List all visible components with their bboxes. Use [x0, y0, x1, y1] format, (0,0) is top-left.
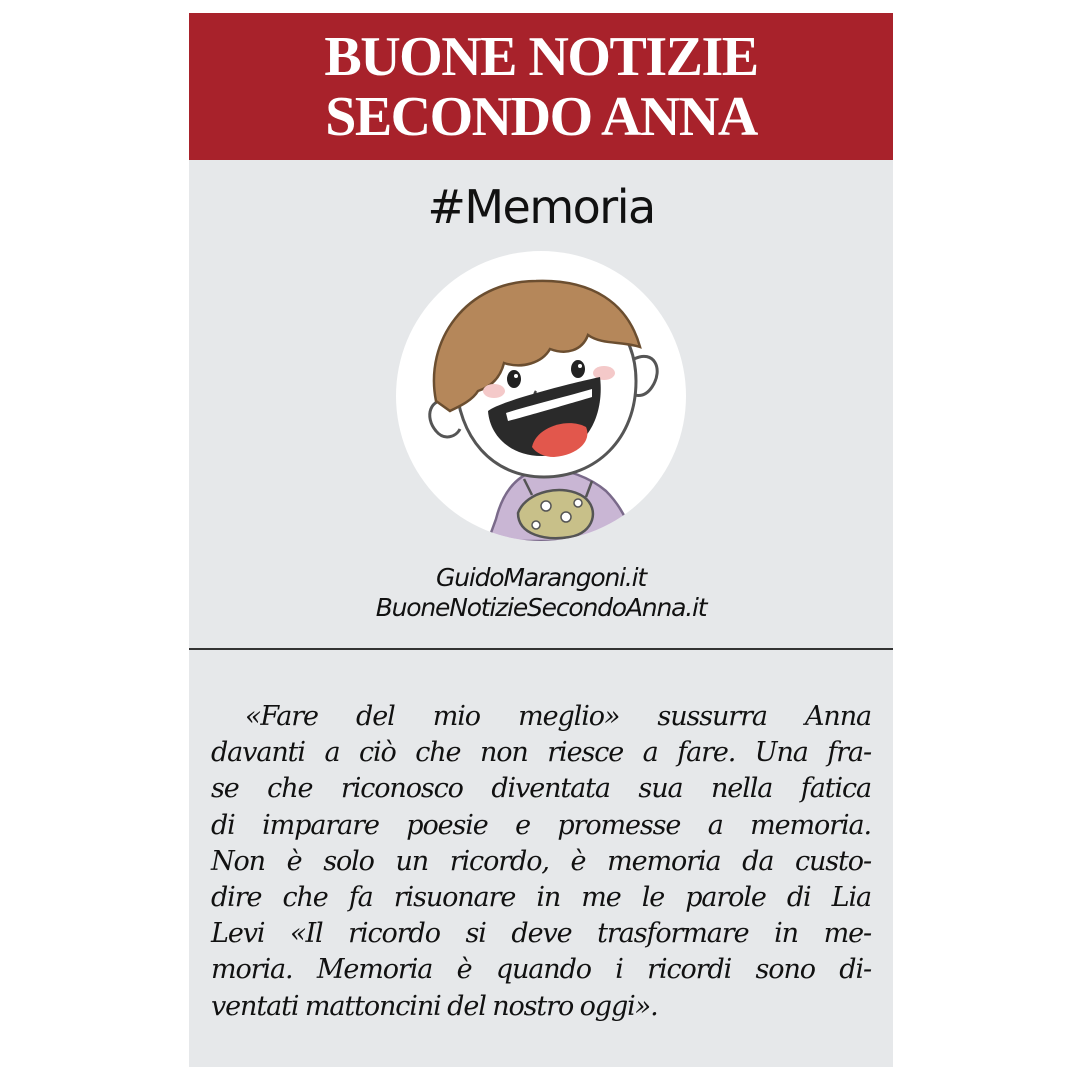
smiling-child-icon: [396, 251, 686, 541]
topic-hashtag: #Memoria: [427, 180, 655, 234]
article-line: ventati mattoncini del nostro oggi».: [211, 990, 658, 1022]
news-card: [189, 13, 893, 1067]
article-line: di imparare poesie e promesse a memoria.: [211, 809, 871, 841]
column-banner: [189, 13, 893, 160]
credit-site-1: GuidoMarangoni.it: [436, 563, 646, 592]
article-line: Non è solo un ricordo, è memoria da custo-: [211, 845, 871, 877]
credits-block: [189, 563, 893, 623]
article-line: «Fare del mio meglio» sussurra Anna: [245, 701, 871, 732]
article-line: davanti a ciò che non riesce a fare. Una fra-: [211, 737, 871, 769]
article-line: se che riconosco diventata sua nella fatica: [211, 773, 871, 805]
banner-title-line-1: BUONE NOTIZIE: [324, 25, 758, 88]
article-body: [211, 699, 871, 1025]
banner-title-line-2: SECONDO ANNA: [325, 85, 757, 148]
article-line: Levi «Il ricordo si deve trasformare in me-: [211, 918, 871, 950]
section-divider: [189, 648, 893, 650]
article-line: moria. Memoria è quando i ricordi sono di-: [211, 954, 871, 986]
article-line: dire che fa risuonare in me le parole di Lia: [211, 882, 871, 914]
credit-site-2: BuoneNotizieSecondoAnna.it: [375, 593, 707, 622]
